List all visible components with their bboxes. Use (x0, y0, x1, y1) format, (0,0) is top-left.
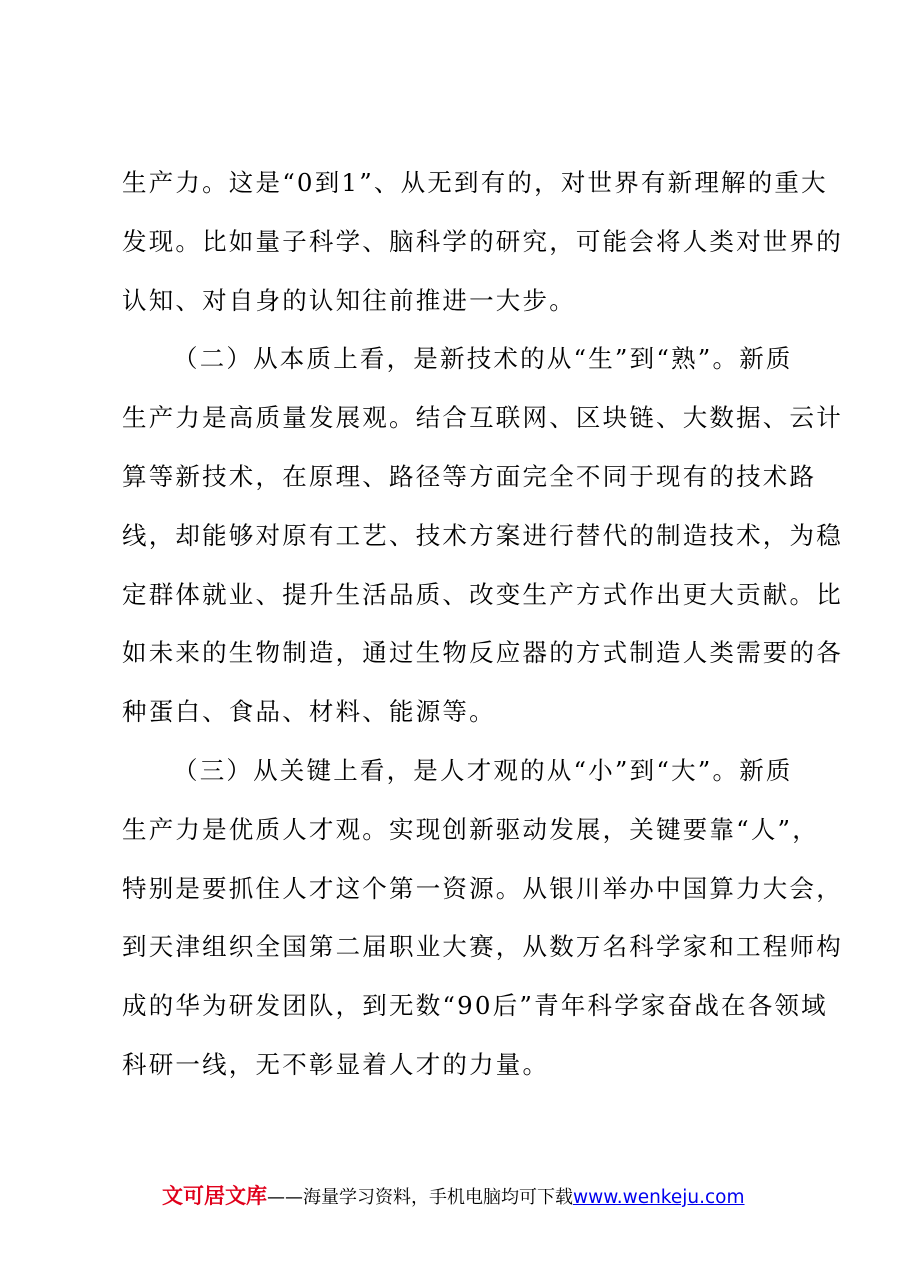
text-line: 生产力。这是“0到1”、从无到有的，对世界有新理解的重大 (122, 168, 828, 197)
brand-name: 文可居文库 (162, 1184, 267, 1208)
text-line: 生产力是高质量发展观。结合互联网、区块链、大数据、云计 (122, 403, 843, 433)
text-line: 如未来的生物制造，通过生物反应器的方式制造人类需要的各 (122, 638, 843, 668)
text-line: 线，却能够对原有工艺、技术方案进行替代的制造技术，为稳 (122, 520, 843, 550)
footer-banner (162, 1180, 745, 1212)
text-line: 特别是要抓住人才这个第一资源。从银川举办中国算力大会， (122, 873, 843, 903)
footer-slogan: ——海量学习资料，手机电脑均可下载 (267, 1187, 573, 1208)
text-line: 算等新技术，在原理、路径等方面完全不同于现有的技术路 (122, 461, 817, 491)
section-heading-line: （二）从本质上看，是新技术的从“生”到“熟”。新质 (173, 344, 793, 374)
text-line: 科研一线，无不彰显着人才的力量。 (122, 1049, 550, 1079)
text-line: 定群体就业、提升生活品质、改变生产方式作出更大贡献。比 (122, 579, 843, 609)
section-heading-line: （三）从关键上看，是人才观的从“小”到“大”。新质 (173, 755, 793, 785)
website-link[interactable]: www.wenkeju.com (573, 1187, 745, 1208)
document-body (122, 154, 843, 1095)
text-line: 发现。比如量子科学、脑科学的研究，可能会将人类对世界的 (122, 226, 843, 256)
text-line: 生产力是优质人才观。实现创新驱动发展，关键要靠“人”， (122, 814, 819, 844)
text-line: 成的华为研发团队，到无数“90后”青年科学家奋战在各领域 (122, 991, 828, 1021)
text-line: 到天津组织全国第二届职业大赛，从数万名科学家和工程师构 (122, 932, 843, 962)
text-line: 种蛋白、食品、材料、能源等。 (122, 697, 496, 727)
text-line: 认知、对自身的认知往前推进一大步。 (122, 285, 576, 315)
